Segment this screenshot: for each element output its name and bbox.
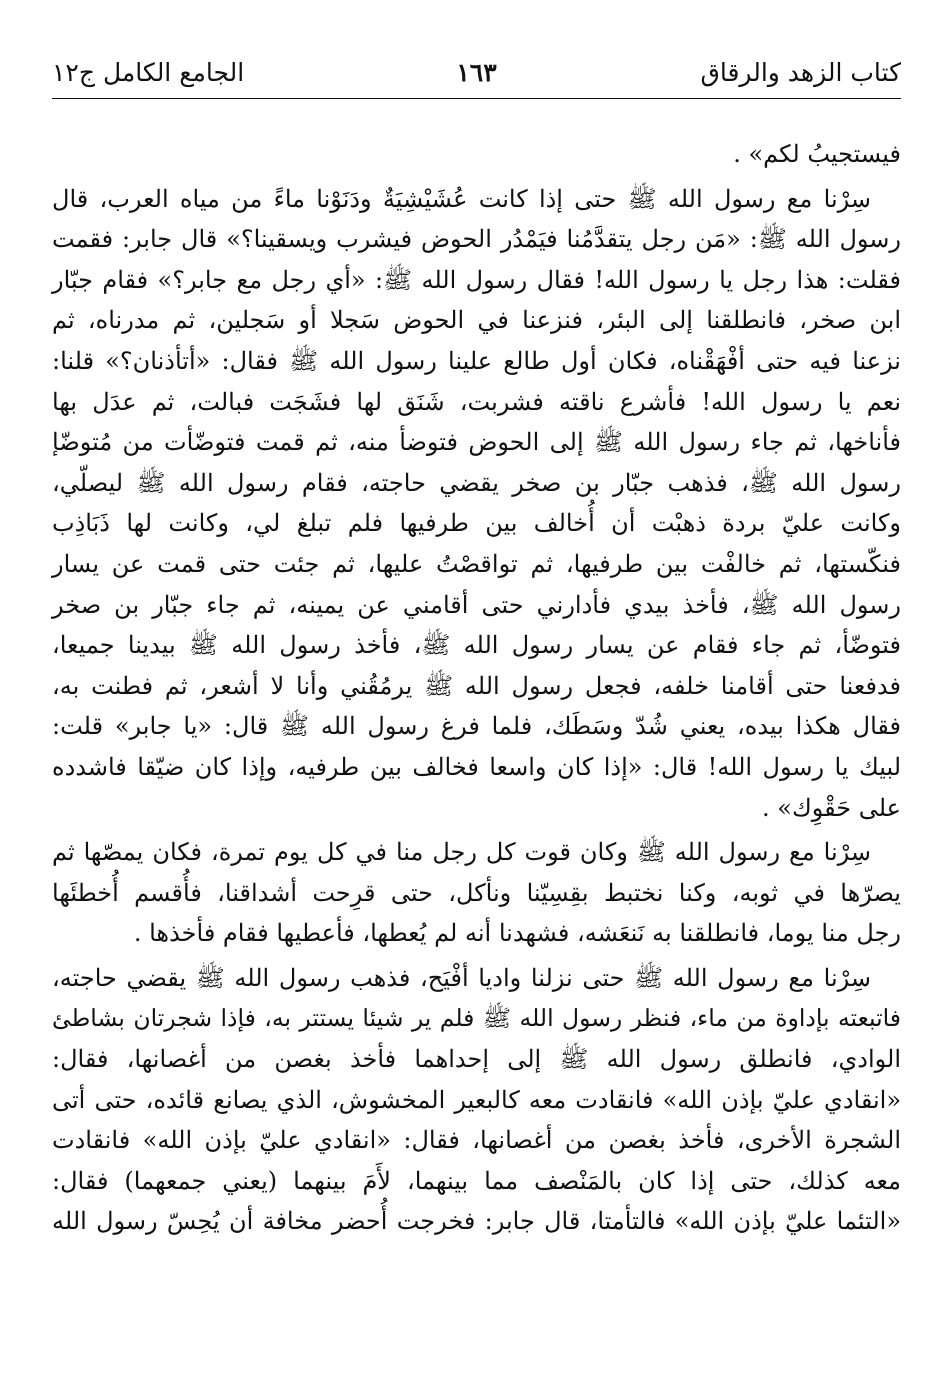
text-line: على حَقْوِك» . [762,793,901,822]
text-line: الشجرة الأخرى، فأخذ بغصن من أغصانها، فقال: «انقادي عليّ بإذن الله» فانقادت [52,1126,901,1155]
text-line: فنكّستها، ثم خالفْت بين طرفيها، ثم تواقصْتُ عليها، ثم جئت حتى قمت عن يسار [52,549,901,578]
running-title: كتاب الزهد والرقاق [700,58,901,87]
text-line: سِرْنا مع رسول الله ﷺ حتى نزلنا واديا أفْيَح، فذهب رسول الله ﷺ يقضي حاجته، [52,963,871,992]
header-divider [52,98,901,99]
text-line: نزعنا فيه حتى أفْهَقْناه، فكان أول طالع علينا رسول الله ﷺ فقال: «أتأذنان؟» قلنا: [52,346,901,375]
text-line: الوادي، فانطلق رسول الله ﷺ إلى إحداهما فأخذ بغصن من أغصانها، فقال: [52,1045,901,1074]
text-line: فقلت: هذا رجل يا رسول الله! فقال رسول الله ﷺ: «أي رجل مع جابر؟» فقام جبّار [52,265,901,294]
text-line: «انقادي عليّ بإذن الله» فانقادت معه كالبعير المخشوش، الذي يصانع قائده، حتى أتى [52,1085,901,1114]
text-line: ابن صخر، فانطلقنا إلى البئر، فنزعنا في الحوض سَجلا أو سَجلين، ثم مدرناه، ثم [52,306,901,335]
text-line: وكانت عليّ بردة ذهبْت أن أُخالف بين طرفيها فلم تبلغ لي، وكانت لها ذَبَاذِب [52,509,901,538]
text-line: فأناخها، ثم جاء رسول الله ﷺ إلى الحوض فتوضأ منه، ثم قمت فتوضّأت من مُتوضّإ [52,428,901,457]
text-line: معه كذلك، حتى إذا كان بالمَنْصف مما بينهما، لأَمَ بينهما (يعني جمعهما) فقال: [52,1166,901,1195]
page-number: ١٦٣ [456,58,497,87]
text-line: رسول الله ﷺ، فأخذ بيدي فأدارني حتى أقامني عن يمينه، ثم جاء جبّار بن صخر [52,590,901,619]
text-line: رسول الله ﷺ: «مَن رجل يتقدَّمُنا فيَمْدُر الحوض فيشرب ويسقينا؟» قال جابر: فقمت [52,225,901,254]
paragraph-2 [52,179,901,829]
paragraph-1 [52,134,901,175]
text-line: فتوضّأ، ثم جاء فقام عن يسار رسول الله ﷺ، فأخذ رسول الله ﷺ بيدينا جميعا، [52,631,901,660]
paragraph-4 [52,958,901,1242]
text-line: فدفعنا حتى أقامنا خلفه، فجعل رسول الله ﷺ يرمُقُني وأنا لا أشعر، ثم فطنت به، [52,671,901,700]
text-line: سِرْنا مع رسول الله ﷺ حتى إذا كانت عُشَيْشِيَةٌ ودَنَوْنا ماءً من مياه العرب، قال [52,184,871,213]
volume-title: الجامع الكامل ج١٢ [52,58,245,87]
text-line: نعم يا رسول الله! فأشرع ناقته فشربت، شَنَق لها فشَجَت فبالت، ثم عدَل بها [52,387,901,416]
paragraph-3 [52,832,901,954]
text-line: لبيك يا رسول الله! قال: «إذا كان واسعا فخالف بين طرفيه، وإذا كان ضيّقا فاشدده [52,752,902,781]
text-line: يصرّها في ثوبه، وكنا نختبط بقِسِيّنا ونأكل، حتى قرِحت أشداقنا، فأُقسم أُخطئَها [52,878,901,907]
text-line: رجل منا يوما، فانطلقنا به نَنعَشه، فشهدنا أنه لم يُعطها، فأعطيها فقام فأخذها . [133,919,901,948]
main-text [52,134,901,1246]
text-line: فاتبعته بإداوة من ماء، فنظر رسول الله ﷺ فلم ير شيئا يستتر به، فإذا شجرتان بشاطئ [52,1004,901,1033]
text-line: فقال هكذا بيده، يعني شُدّ وسَطَك، فلما فرغ رسول الله ﷺ قال: «يا جابر» قلت: [52,712,901,741]
text-line: رسول الله ﷺ، فذهب جبّار بن صخر يقضي حاجته، فقام رسول الله ﷺ ليصلّي، [52,468,901,497]
page-header [52,50,901,98]
text-line: فيستجيبُ لكم» . [733,140,901,168]
text-line: سِرْنا مع رسول الله ﷺ وكان قوت كل رجل منا في كل يوم تمرة، فكان يمصّها ثم [52,838,871,867]
text-line: «التئما عليّ بإذن الله» فالتأمتا، قال جابر: فخرجت أُحضر مخافة أن يُحِسّ رسول الله [52,1207,901,1236]
